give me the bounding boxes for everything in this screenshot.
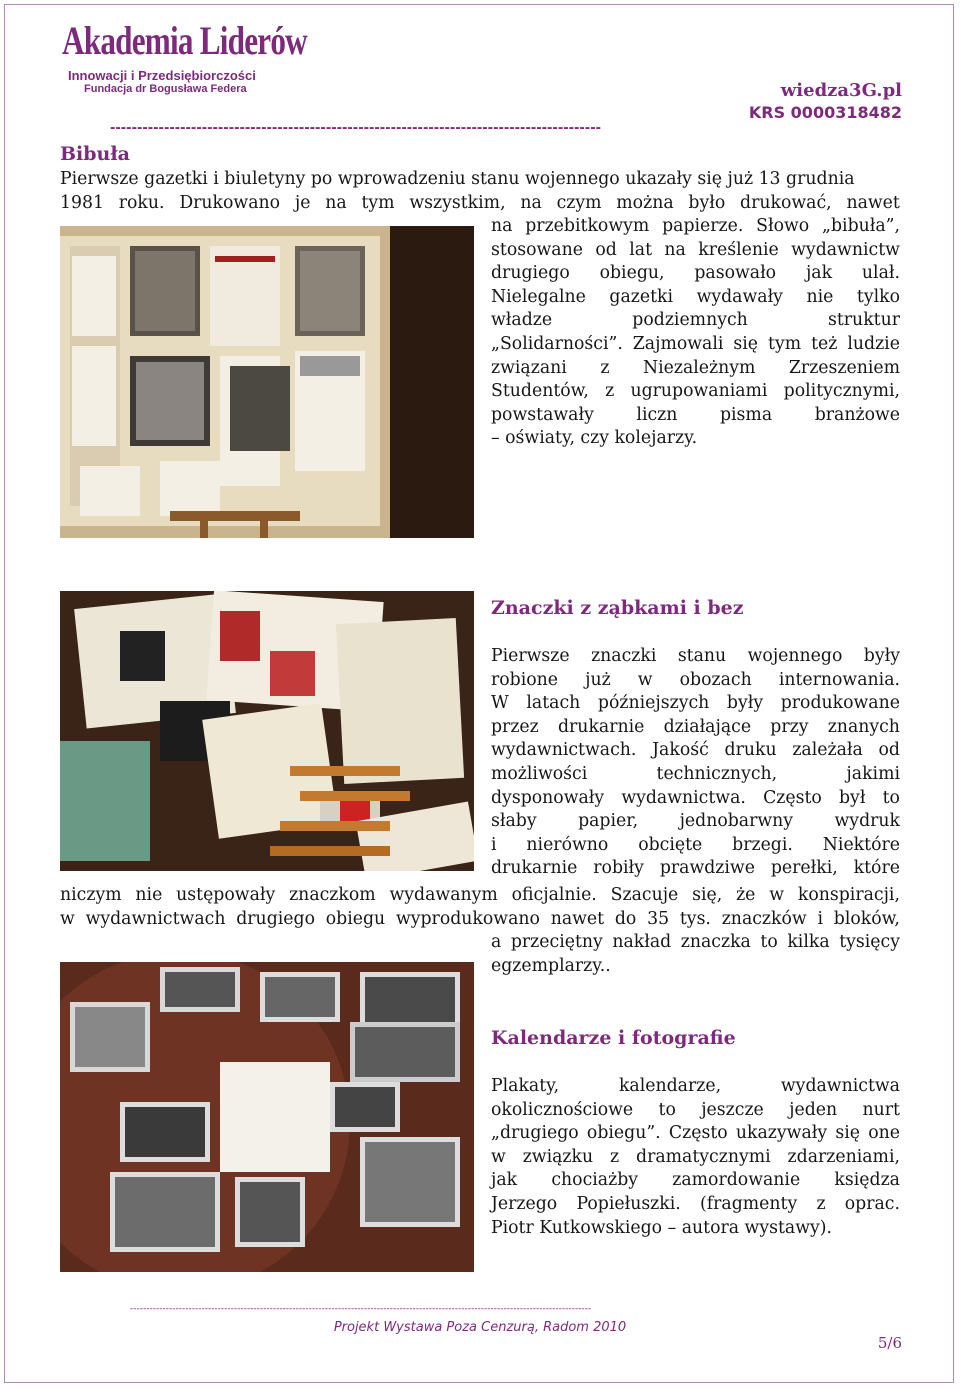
word: politycznymi,: [783, 381, 900, 402]
word: podziemnych: [632, 310, 748, 331]
section2-tail-text: [491, 931, 900, 978]
word: oficjalnie.: [511, 885, 597, 905]
word: że: [736, 885, 756, 905]
word: wyprodukowano: [395, 908, 540, 929]
word: Zajmowali: [632, 333, 724, 354]
text-line: Pierwsze gazetki i biuletyny po wprowadzeniu stanu wojennego ukazały się już 13 grudnia: [60, 169, 855, 189]
word: obozach: [679, 669, 752, 690]
word: wojennego: [747, 646, 843, 666]
word: ulał.: [861, 263, 900, 284]
word: branżowe: [814, 404, 900, 425]
word: wydawnictwach: [85, 908, 226, 929]
word: latach: [526, 693, 581, 714]
exhibition-board-photo: [60, 226, 474, 538]
word: się: [733, 333, 759, 354]
word: były: [726, 693, 764, 714]
word: technicznych,: [656, 763, 778, 784]
word: Popiełuszki.: [576, 1193, 681, 1214]
word: na: [664, 239, 686, 260]
word: można: [616, 192, 674, 213]
word: chociażby: [551, 1170, 639, 1191]
word: Szacuje: [610, 885, 679, 905]
word: na: [325, 192, 347, 213]
word: wszystkim,: [409, 192, 506, 213]
word: stanu: [677, 646, 727, 666]
text-line: Piotr Kutkowskiego – autora wystawy).: [491, 1217, 833, 1238]
word: nie: [135, 885, 163, 905]
word: nurt: [862, 1099, 900, 1120]
word: Drukowano: [179, 192, 281, 213]
word: (fragmenty: [700, 1193, 798, 1214]
word: przebitkowym: [525, 216, 650, 236]
word: było: [688, 192, 726, 213]
word: liczn: [636, 404, 678, 425]
word: Często: [763, 787, 822, 808]
word: i: [817, 908, 823, 929]
word: z: [816, 1193, 826, 1214]
footer-project: Projekt Wystawa Poza Cenzurą, Radom 2010: [333, 1320, 627, 1335]
word: znanych: [827, 716, 900, 737]
word: znaczkom: [289, 885, 376, 905]
word: perełki,: [770, 858, 838, 879]
word: się: [835, 1123, 860, 1144]
word: władze: [491, 310, 553, 331]
section2-side-text: [491, 645, 900, 881]
word: wydawały: [696, 286, 783, 307]
word: Jakość: [652, 740, 709, 761]
word: drukarnie: [491, 858, 578, 879]
word: „Solidarności”.: [491, 333, 623, 354]
word: późniejszych: [597, 693, 710, 714]
word: możliwości: [491, 763, 588, 784]
word: wydawnictw: [791, 239, 900, 260]
section-title-znaczki: Znaczki z ząbkami i bez: [491, 597, 744, 619]
word: działające: [663, 716, 752, 737]
word: przeciętny: [510, 932, 603, 952]
word: Nielegalne: [491, 286, 586, 307]
word: kalendarze,: [618, 1076, 722, 1096]
word: też: [811, 333, 838, 354]
word: jak: [805, 263, 833, 284]
word: do: [614, 908, 637, 929]
word: „bibuła”,: [822, 216, 900, 236]
word: produkowane: [780, 693, 900, 714]
word: powstawały: [491, 404, 594, 425]
word: w: [769, 885, 785, 905]
word: ukazywały: [735, 1123, 828, 1144]
word: znaczka: [680, 932, 751, 952]
word: tym: [768, 333, 802, 354]
footer-divider: ----------------------------------------------------------------------------------------------------------------------------------------------: [130, 1304, 592, 1314]
word: kreślenie: [698, 239, 779, 260]
logo-subtitle: Innowacji i Przedsiębiorczości: [68, 68, 256, 83]
word: wydruk: [834, 811, 900, 832]
word: zależała: [792, 740, 863, 761]
word: niczym: [60, 885, 122, 905]
word: się,: [692, 885, 723, 905]
word: księdza: [834, 1170, 900, 1191]
word: tysięcy: [839, 932, 900, 952]
word: ludzie: [847, 333, 900, 354]
word: w: [637, 669, 653, 690]
word: wydawnictwach.: [491, 740, 637, 761]
word: nierówno: [526, 834, 609, 855]
word: ustępowały: [176, 885, 276, 905]
word: je: [294, 192, 311, 213]
word: roku.: [118, 192, 165, 213]
word: drukować,: [740, 192, 832, 213]
word: internowania.: [778, 669, 900, 690]
word: zdarzeniami,: [787, 1146, 900, 1167]
word: tys.: [679, 908, 711, 929]
word: papier,: [578, 811, 639, 832]
word: konspiracji,: [797, 885, 900, 905]
word: jednobarwny: [679, 811, 794, 832]
word: jakimi: [846, 763, 900, 784]
logo-title: Akademia Liderów: [62, 18, 307, 63]
word: w: [491, 1146, 506, 1167]
word: robione: [491, 669, 559, 690]
word: tylko: [856, 286, 900, 307]
krs-number: KRS 0000318482: [748, 103, 902, 122]
word: gazetki: [609, 286, 674, 307]
photographs-table-photo: [60, 962, 474, 1272]
word: Słowo: [756, 216, 810, 236]
word: obiegu”.: [586, 1123, 661, 1144]
word: robiły: [593, 858, 644, 879]
word: obcięte: [638, 834, 703, 855]
section1-side-text: [491, 215, 900, 451]
header-divider: -------------------------------------------------------------------------------------------: [110, 122, 601, 136]
word: drugiego: [236, 908, 315, 929]
page-number: 5/6: [877, 1334, 902, 1352]
word: Niektóre: [822, 834, 900, 855]
section-title-bibula: Bibuła: [60, 143, 130, 165]
text-line: – oświaty, czy kolejarzy.: [491, 428, 698, 449]
stamps-and-tools-photo: [60, 591, 474, 871]
word: z: [600, 357, 610, 378]
word: drukarnie: [557, 716, 645, 737]
text-line: egzemplarzy..: [491, 955, 611, 976]
word: to: [658, 1099, 676, 1120]
word: na: [491, 216, 513, 236]
word: druku: [724, 740, 777, 761]
word: Jerzego: [491, 1193, 558, 1214]
word: nie: [806, 286, 834, 307]
word: a: [491, 932, 502, 952]
word: w: [60, 908, 75, 929]
section2-full-text: [60, 884, 900, 931]
word: od: [878, 740, 900, 761]
section-title-kalendarze: Kalendarze i fotografie: [491, 1027, 736, 1049]
word: pisma: [719, 404, 773, 425]
word: bloków,: [833, 908, 900, 929]
word: był: [839, 787, 866, 808]
word: 35: [647, 908, 670, 929]
word: jeden: [789, 1099, 838, 1120]
word: znaczki: [591, 646, 657, 666]
word: jak: [491, 1170, 518, 1191]
logo-foundation: Fundacja dr Bogusława Federa: [84, 83, 247, 95]
word: W: [491, 693, 509, 714]
word: czym: [556, 192, 602, 213]
section1-intro: [60, 168, 900, 215]
word: nakład: [612, 932, 672, 952]
section3-side-text: [491, 1075, 900, 1240]
word: z: [610, 1146, 620, 1167]
word: wydawanym: [389, 885, 498, 905]
word: przez: [491, 716, 539, 737]
word: znaczków: [721, 908, 807, 929]
word: z: [605, 381, 615, 402]
word: Niezależnym: [642, 357, 756, 378]
word: „drugiego: [491, 1123, 579, 1144]
word: nawet: [550, 908, 605, 929]
text-line: [60, 192, 900, 216]
logo: [62, 18, 322, 95]
word: papierze.: [662, 216, 744, 236]
word: związku: [522, 1146, 594, 1167]
word: słaby: [491, 811, 537, 832]
word: brzegi.: [732, 834, 793, 855]
word: Studentów,: [491, 381, 589, 402]
word: kilka: [787, 932, 830, 952]
word: to: [760, 932, 778, 952]
word: oprac.: [844, 1193, 900, 1214]
word: lat: [629, 239, 653, 260]
word: nawet: [846, 192, 900, 213]
word: na: [520, 192, 542, 213]
word: wydawnictwa: [780, 1076, 900, 1096]
word: już: [585, 669, 611, 690]
word: Pierwsze: [491, 646, 570, 666]
word: struktur: [827, 310, 900, 331]
word: 1981: [60, 192, 104, 213]
word: zamordowanie: [672, 1170, 801, 1191]
word: prawdziwe: [659, 858, 755, 879]
word: Często: [668, 1123, 728, 1144]
word: dramatycznymi: [636, 1146, 771, 1167]
word: wydawnictwa.: [621, 787, 746, 808]
word: pasowało: [694, 263, 777, 284]
word: związani: [491, 357, 567, 378]
word: stosowane: [491, 239, 583, 260]
word: Plakaty,: [491, 1076, 560, 1096]
site-name: wiedza3G.pl: [780, 80, 902, 101]
word: okolicznościowe: [491, 1099, 634, 1120]
word: tym: [361, 192, 395, 213]
word: ugrupowaniami: [630, 381, 768, 402]
word: obiegu: [325, 908, 386, 929]
word: Zrzeszeniem: [788, 357, 900, 378]
word: od: [595, 239, 617, 260]
word: jeszcze: [701, 1099, 764, 1120]
word: były: [863, 646, 900, 666]
brand-block: [749, 80, 902, 124]
word: i: [491, 834, 497, 855]
word: dysponowały: [491, 787, 605, 808]
word: to: [882, 787, 900, 808]
word: które: [853, 858, 900, 879]
word: one: [868, 1123, 900, 1144]
word: drugiego: [491, 263, 570, 284]
word: obiegu,: [599, 263, 665, 284]
word: przy: [770, 716, 809, 737]
